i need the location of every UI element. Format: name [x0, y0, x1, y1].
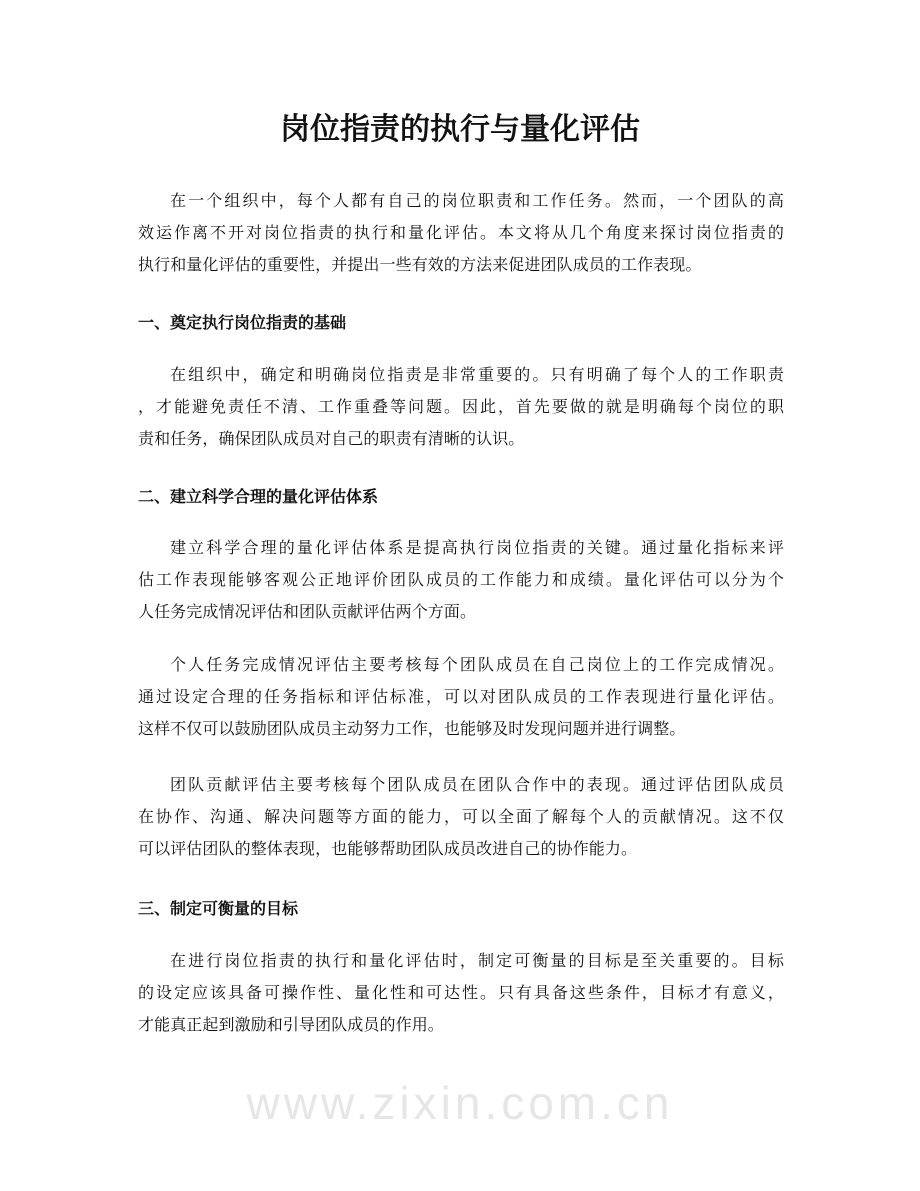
paragraph-line: 通过设定合理的任务指标和评估标准，可以对团队成员的工作表现进行量化评估。 [138, 687, 784, 706]
section-heading: 二、建立科学合理的量化评估体系 [138, 487, 379, 506]
paragraph-line: 的设定应该具备可操作性、量化性和可达性。只有具备这些条件，目标才有意义， [138, 983, 784, 1002]
paragraph-line: 团队贡献评估主要考核每个团队成员在团队合作中的表现。通过评估团队成员 [170, 775, 784, 794]
watermark: www.zixin.com.cn [246, 1077, 674, 1129]
paragraph [138, 649, 784, 745]
paragraph-line: 在协作、沟通、解决问题等方面的能力，可以全面了解每个人的贡献情况。这不仅 [138, 807, 784, 826]
paragraph-line: 人任务完成情况评估和团队贡献评估两个方面。 [138, 602, 477, 621]
paragraph-line: ，才能避免责任不清、工作重叠等问题。因此，首先要做的就是明确每个岗位的职 [138, 397, 784, 416]
paragraph-line: 个人任务完成情况评估主要考核每个团队成员在自己岗位上的工作完成情况。 [170, 655, 784, 674]
paragraph [138, 532, 784, 628]
paragraph-line: 建立科学合理的量化评估体系是提高执行岗位指责的关键。通过量化指标来评 [170, 538, 784, 557]
paragraph-line: 责和任务，确保团队成员对自己的职责有清晰的认识。 [138, 429, 525, 448]
paragraph-line: 在进行岗位指责的执行和量化评估时，制定可衡量的目标是至关重要的。目标 [170, 951, 784, 970]
paragraph-line: 这样不仅可以鼓励团队成员主动努力工作，也能够及时发现问题并进行调整。 [138, 719, 686, 738]
document-title: 岗位指责的执行与量化评估 [280, 112, 640, 147]
paragraph-line: 在组织中，确定和明确岗位指责是非常重要的。只有明确了每个人的工作职责 [170, 365, 784, 384]
paragraph [138, 359, 784, 455]
paragraph [138, 185, 784, 281]
paragraph-line: 效运作离不开对岗位指责的执行和量化评估。本文将从几个角度来探讨岗位指责的 [138, 223, 784, 242]
section-heading: 三、制定可衡量的目标 [138, 899, 299, 918]
section-heading: 一、奠定执行岗位指责的基础 [138, 313, 347, 332]
paragraph-line: 估工作表现能够客观公正地评价团队成员的工作能力和成绩。量化评估可以分为个 [138, 570, 784, 589]
paragraph-line: 可以评估团队的整体表现，也能够帮助团队成员改进自己的协作能力。 [138, 839, 638, 858]
paragraph-line: 执行和量化评估的重要性，并提出一些有效的方法来促进团队成员的工作表现。 [138, 255, 702, 274]
paragraph-line: 才能真正起到激励和引导团队成员的作用。 [138, 1015, 444, 1034]
paragraph [138, 945, 784, 1041]
paragraph-line: 在一个组织中，每个人都有自己的岗位职责和工作任务。然而，一个团队的高 [170, 191, 784, 210]
paragraph [138, 769, 784, 865]
